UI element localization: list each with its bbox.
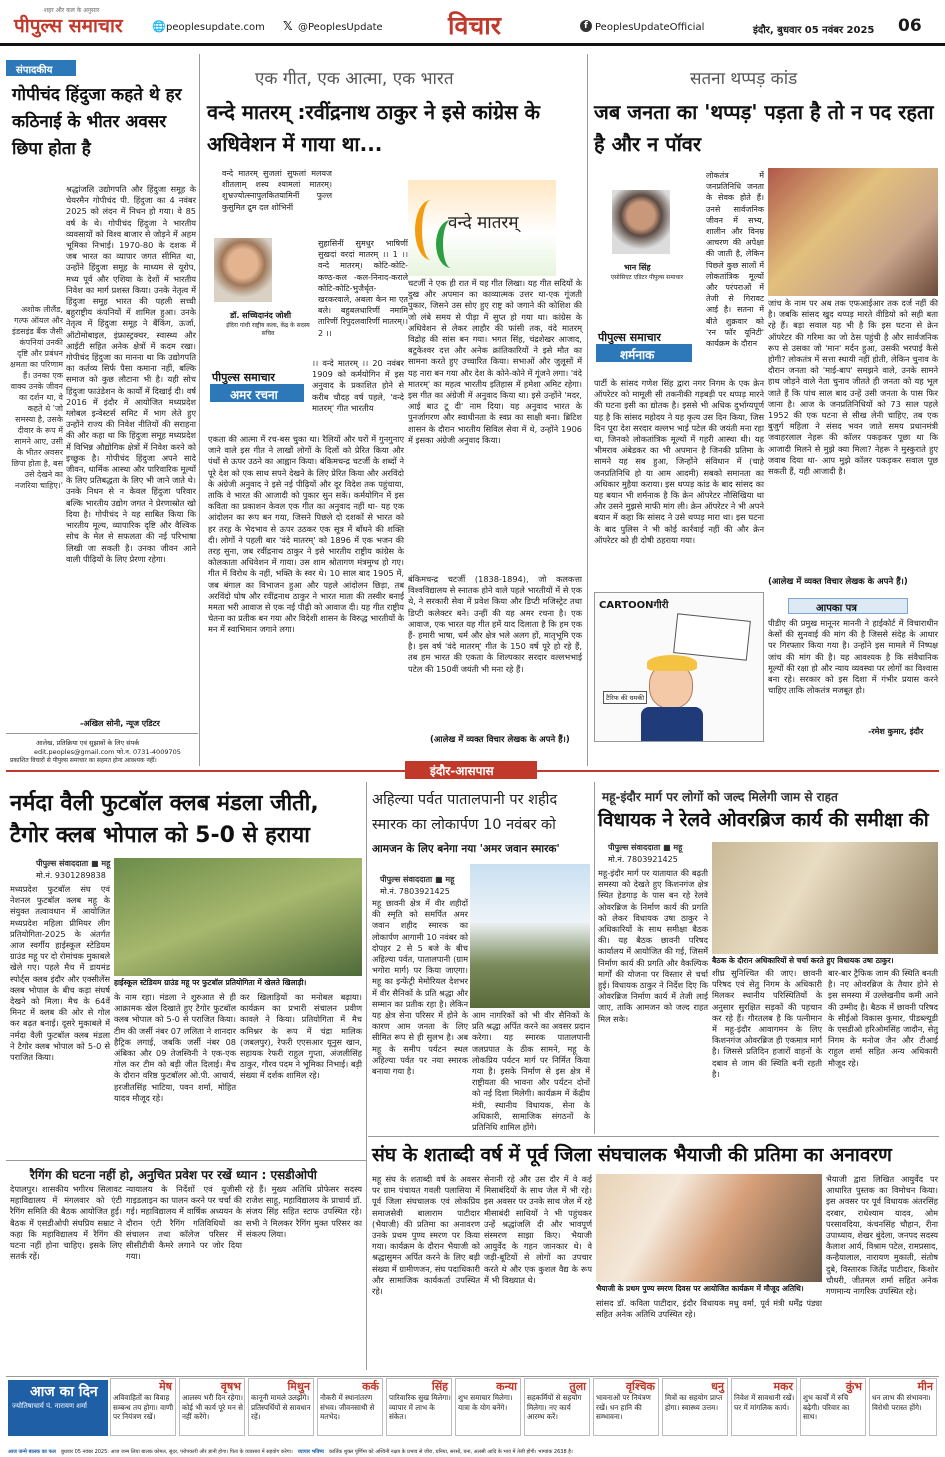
flyover-contact: मो.नं. 7803921425	[608, 855, 678, 864]
cartoon-label: CARTOONगीरी	[599, 600, 669, 611]
editorial-author: -अखिल सोनी, न्यूज एडिटर	[80, 719, 160, 728]
cartoon-caption: टैरिफ की धमकी	[603, 691, 647, 704]
editorial-body: श्रद्धांजलि उद्योगपति और हिंदुजा समूह के चेयरमैन गोपीचंद पी. हिंदुजा का 4 नवंबर 2025 को लंदन में निधन हो गया। वे 85 वर्ष के थे। गोपीचंद हिंदुजा ने भारतीय व्यवसायों को विश्व बाजार से जोड़ने में अहम भूमिका निभाई। 1970-80 के दशक में जब भारत का व्यापार जगत सीमित था, उन्होंने हिंदुजा समूह के माध्यम से यूरोप, मध्य पूर्व और एशिया के देशों में भारतीय निवेश का मार्ग प्रशस्त किया। उनके नेतृत्व में हिंदुजा समूह भारत की पहली सच्ची बहुराष्ट्रीय कंपनियों में शामिल हुआ। उनके नेतृत्व में हिंदुजा समूह ने बैंकिंग, ऊर्जा, ऑटोमोबाइल, इंफ्रास्ट्रक्चर, स्वास्थ्य और आईटी सहित अनेक क्षेत्रों में कदम रखा। गोपीचंद हिंदुजा का मानना था कि उद्योगपति का कर्तव्य सिर्फ पैसा कमाना नहीं, बल्कि समाज को कुछ लौटाना भी है। यही सोच हिंदुजा फाउंडेशन के कार्यों में दिखाई दी। वर्ष 2016 में इंदौर में आयोजित मध्यप्रदेश ग्लोबल इन्वेस्टर्स समिट में भाग लेते हुए उन्होंने राज्य की निवेश नीतियों की सराहना की और कहा था कि हिंदुजा समूह मध्यप्रदेश में विभिन्न औद्योगिक क्षेत्रों में निवेश करने को इच्छुक है। गोपीचंद हिंदुजा अपने सादे जीवन, धार्मिक आस्था और पारिवारिक मूल्यों के लिए प्रतिबद्धता के लिए भी जाने जाते थे। उनके निधन से न केवल हिंदुजा परिवार बल्कि भारतीय उद्योग जगत ने प्रेरणास्रोत खो दिया है। गोपीचंद ने यह साबित किया कि भारतीय मूल्य, व्यापारिक दृष्टि और वैश्विक सोच के मेल से सफलता की नई परिभाषा लिखी जा सकती है। उनका जीवन आने वाली पीढ़ियों के लिए प्रेरणा रहेगा।	[66, 184, 197, 564]
vande-section-label: अमर रचना	[230, 388, 278, 402]
football-divider	[366, 782, 367, 1158]
horoscope-grid	[110, 1378, 939, 1438]
sign-box-2	[248, 1378, 314, 1436]
birthday-title: आज जन्मे बालक का फल	[8, 1449, 56, 1455]
sangh-body2: सेनानी रहे और उस दौर में वे कई मिसाबंदियों के साथ जेल में भी रहे। इस अवसर पर उनके साथ जेल में रहे मीसाबंदी साथियों ने भी पहुंचकर उन्हें श्रद्धांजलि दी और भावपूर्ण संस्मरण साझा किए। भैयाजी आयुर्वेद के गहन जानकार थे। वे जड़ी-बूटियों से लोगों का उपचार करते थे और एक कुशल वैद्य के रूप में भी विख्यात थे।	[484, 1174, 592, 1285]
ragging-body3: रहे हैं। मुख्य अतिथि प्रोफेसर सदस्य राजेश साहू, महाविद्यालय के प्राचार्य डॉ. संजय सिंह सहित स्टाफ उपस्थित रहे। सभी ने मिलकर रैगिंग मुक्त परिसर का संकल्प लिया।	[246, 1184, 362, 1239]
flyover-kicker: महू-इंदौर मार्ग पर लोगों को जल्द मिलेगी जाम से राहत	[602, 790, 838, 804]
sign-box-5	[455, 1378, 521, 1436]
editorial-divider	[199, 54, 200, 766]
sign-box-9	[731, 1378, 797, 1436]
ragging-top-rule	[6, 1160, 366, 1161]
cartoon-sign	[673, 613, 751, 661]
ahilya-body: महू छावनी क्षेत्र में वीर शहीदों की स्मृति को समर्पित अमर जवान शहीद स्मारक का लोकार्पण आगामी 10 नवंबर को दोपहर 2 से 5 बजे के बीच अहिल्या पर्वत, पातालपानी (ग्राम भगोरा मार्ग) पर किया जाएगा। महू का इन्फेंट्री मेमोरियल देशभर में वीर सैनिकों के प्रति श्रद्धा और सम्मान का प्रतीक रहा है। लेकिन यह क्षेत्र सेना परिसर में होने के कारण आम जनता के लिए सीमित रूप से ही सुलभ है। अब महू के समीप पर्यटन स्थल अहिल्या पर्वत पर नया स्मारक बनाया गया है।	[372, 898, 468, 1077]
sign-6-name: तुला	[569, 1380, 586, 1393]
satna-portrait	[612, 190, 670, 254]
market-text: कार्तिक शुक्ल पूर्णिमा को अश्विनी नक्षत्र के प्रभाव से जीरा, धनिया, सरसों, चना, अलसी आदि के भाव में तेजी होगी। भाग्यांक 2638 है।	[329, 1449, 573, 1455]
ragging-body2: न्यायालय के निर्देशों एवं यूजीसी गाइडलाइन का पालन करने पर चर्चा की गई। महाविद्यालय में वार्षिक अध्ययन के दौरान एंटी रैगिंग गतिविधियों का संचालन तथा कॉलेज परिसर में सीसीटीवी कैमरे लगाने पर जोर दिया गया।	[126, 1184, 242, 1262]
brand-logo: पीपुल्स समाचार	[14, 15, 123, 37]
satna-col-intro: लोकतंत्र में जनप्रतिनिधि जनता के सेवक होते हैं। उनसे सार्वजनिक जीवन में सभ्य, शालीन और विनम्र आचरण की अपेक्षा की जाती है, लेकिन पिछले कुछ सालों में लोकतांत्रिक मूल्यों और परंपराओं में तेजी से गिरावट आई है। सतना में बीते शुक्रवार को 'रन फॉर यूनिटी' कार्यक्रम के दौरान	[706, 171, 764, 349]
satna-section-label: शर्मनाक	[620, 348, 655, 362]
sign-box-8	[662, 1378, 728, 1436]
editorial-footer-line2: edit.peoples@gmail.com फो.न. 0731-4009705	[34, 748, 181, 756]
vande-footer: (आलेख में व्यक्त विचार लेखक के अपने हैं।)	[430, 735, 570, 745]
sign-0-name: मेष	[159, 1380, 172, 1393]
x-icon: 𝕏	[283, 19, 293, 33]
sangh-footer: सांसद डॉ. कविता पाटीदार, इंदौर विधायक मधु वर्मा, पूर्व मंत्री धर्मेंद्र पंड्या सहित अनेक अतिथि उपस्थित रहे।	[596, 1298, 822, 1320]
sign-9-text: निवेश में सावधानी रखें। घर में मांगलिक कार्य।	[734, 1393, 795, 1412]
sign-5-text: शुभ समाचार मिलेगा। यात्रा के योग बनेंगे।	[458, 1393, 513, 1412]
sangh-body1: महू संघ के शताब्दी वर्ष के अवसर पर ग्राम पंचायत गवली पलासिया में पूर्व जिला संघचालक एवं लोकप्रिय समाजसेवी बालाराम पाटीदार (भैयाजी) की प्रतिमा का अनावरण उनके प्रथम पुण्य स्मरण पर किया गया। कार्यक्रम के दौरान भैयाजी को श्रद्धासुमन अर्पित करने के लिए बड़ी संख्या में ग्रामीणजन, संघ पदाधिकारी और सामाजिक कार्यकर्ता उपस्थित रहे।	[372, 1174, 480, 1297]
vande-col3: बंकिमचन्द्र चटर्जी (1838-1894), जो कलकत्ता विश्वविद्यालय से स्नातक होने वाले पहले भारतीयों में से एक थे, ने सरकारी सेवा में प्रवेश किया और डिप्टी मजिस्ट्रेट तथा डिप्टी कलेक्टर बने। उन्हीं की यह अमर रचना है। एक आवाज, एक भारत यह गीत हमें याद दिलाता है कि हम एक हैं- हमारी भाषा, धर्म और क्षेत्र भले अलग हों, मातृभूमि एक है। इस वर्ष 'वंदे मातरम्' गीत के 150 वर्ष पूरे हो रहे हैं, तब हम भारत की एकता के शिल्पकार सरदार वल्लभभाई पटेल की 150वीं जयंती भी मना रहे हैं।	[408, 574, 582, 674]
dateline: इंदौर, बुधवार 05 नवंबर 2025	[753, 25, 875, 36]
vande-col-intro: ।। वन्दे मातरम् ।। 20 नवंबर 1909 को कर्मयोगिन में इस अनुवाद के प्रकाशित होने से करीब चौदह वर्ष पहले, 'वन्दे मातरम्' गीत भारतीय	[312, 358, 404, 413]
vande-author-role: इंदिरा गांधी राष्ट्रीय कला, केंद्र के सदस्य सचिव	[226, 322, 310, 337]
horoscope-box-title: आज का दिन	[30, 1384, 98, 1400]
flyover-headline: विधायक ने रेलवे ओवरब्रिज कार्य की समीक्षा की	[598, 809, 929, 831]
sign-2-text: कानूनी मामले उलझेंगे। प्रतिस्पर्धियों से सावधान रहें।	[251, 1393, 311, 1421]
cartoon-figure-body	[641, 707, 703, 741]
local-section-label: इंदौर-आसपास	[430, 764, 494, 778]
sangh-top-rule	[368, 1136, 939, 1137]
sign-6-text: सहकर्मियों से सहयोग मिलेगा। नए कार्य आरम्भ करें।	[527, 1393, 582, 1421]
sign-10-name: कुंभ	[845, 1380, 862, 1393]
sangh-body3: भैयाजी द्वारा लिखित आयुर्वेद पर आधारित पुस्तक का विमोचन किया। इस अवसर पर पूर्व विधायक अंतरसिंह दरबार, राधेश्याम यादव, ओम परसावदिया, कंचनसिंह चौहान, रीना उपाध्याय, शेखर बुंदेला, जनपद सदस्य कैलाश आर्य, विश्राम पटेल, रामप्रसाद, कन्हैयालाल, नारायण मुकाती, संतोष दुबे, विस्तारक जितेंद्र पाटीदार, किशोर चौधरी, जीतमल शर्मा सहित अनेक गणमान्य नागरिक उपस्थित रहे।	[826, 1174, 938, 1297]
vande-divider	[587, 54, 588, 766]
letters-title: आपका पत्र	[816, 603, 857, 614]
vande-poem-left: वन्दे मातरम् सुजलां सुफलां मलयज शीतलाम् शस्य श्यामलां मातरम्। शुभ्रज्योत्स्नापुलकितयामिनीं फुल्ल कुसुमित द्रुम दल शोभिनीं	[222, 169, 332, 212]
vande-headline: वन्दे मातरम् :रवींद्रनाथ ठाकुर ने इसे कांग्रेस के अधिवेशन में गाया था...	[207, 100, 540, 156]
sign-8-text: मित्रों का सहयोग प्राप्त होगा। स्वास्थ्य उत्तम।	[665, 1393, 723, 1412]
football-photo	[114, 858, 362, 976]
satna-footer: (आलेख में व्यक्त विचार लेखक के अपने हैं।)	[768, 577, 908, 587]
sign-1-name: वृषभ	[220, 1380, 241, 1393]
sign-box-6	[524, 1378, 590, 1436]
ragging-body1: देपालपुर। शासकीय भगीरथ सिलावट महाविद्यालय में मंगलवार को एंटी रैगिंग समिति की बैठक आयोजित हुई। बैठक में एसडीओपी संघप्रिय सम्राट ने कहा कि महाविद्यालय में रैगिंग की घटना नहीं होना चाहिए। इसके लिए सतर्क रहें।	[10, 1184, 122, 1262]
sign-3-name: कर्क	[362, 1380, 379, 1393]
sangh-headline: संघ के शताब्दी वर्ष में पूर्व जिला संघचालक भैयाजी की प्रतिमा का अनावरण	[372, 1144, 892, 1166]
sign-11-name: मीन	[917, 1380, 933, 1393]
football-body2: के नाम रहा। मंडला ने शुरुआत से ही आक्रामक खेल दिखाते हुए टैगोर फुटबॉल क्लब भोपाल को 5-0 से पराजित किया। टीम की जर्सी नंबर 07 ललिता ने शानदार हैट्रिक लगाई, जबकि जर्सी नंबर 08 अंबिका और 09 तेजस्विनी ने एक-एक गोल कर टीम को बड़ी जीत दिलाई। मैच के दौरान वरिष्ठ फुटबॉलर ओ.पी. आचार्य, हरजीतसिंह भाटिया, पवन शर्मा, मोहित यादव मौजूद रहे।	[114, 992, 236, 1103]
ragging-divider	[366, 1136, 367, 1370]
vande-section-brand: पीपुल्स समाचार	[212, 371, 275, 384]
sign-box-7	[593, 1378, 659, 1436]
sign-box-4	[386, 1378, 452, 1436]
sign-box-11	[869, 1378, 937, 1436]
football-photo-caption: हाईस्कूल स्टेडियम ग्राउंड महू पर फुटबॉल प्रतियोगिता में खेलते खिलाड़ी।	[114, 978, 307, 987]
market-title: व्यापार भविष्य	[297, 1449, 324, 1455]
letters-author: -रमेश कुमार, इंदौर	[868, 727, 924, 736]
ahilya-contact: मो.नं. 7803921425	[380, 887, 450, 896]
sign-1-text: आलस्य भरी दिन रहेगा। कोई भी कार्य पूरे मन से नहीं करेंगे।	[182, 1393, 243, 1421]
satna-col1: पार्टी के सांसद गणेश सिंह द्वारा नगर निगम के एक क्रेन ऑपरेटर को मामूली सी तकनीकी गड़बड़ी पर थप्पड़ मारने की घटना इसी का द्योतक है। इससे भी अधिक दुर्भाग्यपूर्ण यह है कि सांसद महोदय ने यह कृत्य उस दिन किया, जिस दिन पूरा देश सरदार वल्लभ भाई पटेल की जयंती मना रहा था, जिनको लोकतांत्रिक मूल्यों में गहरी आस्था थी। यह भीमराव अंबेडकर का भी अपमान है जिनकी प्रतिमा के सामने यह सब हुआ, जिन्होंने संविधान में (चाहे जनप्रतिनिधि हो या आम आदमी) सबको समानता का अधिकार मुहैया कराया। इस थप्पड़ कांड के बाद सांसद का यह बयान भी शर्मनाक है कि क्रेन ऑपरेटर नौसिखिया था और उसने मुझसे माफी मांग ली। क्रेन ऑपरेटर ने भी अपने बयान में कहा कि सांसद ने उसे थप्पड़ मारा था। इस घटना के बाद पुलिस ने भी कोई कार्रवाई नहीं की और क्रेन ऑपरेटर को ही दोषी ठहराया गया।	[594, 378, 764, 545]
ahilya-divider	[594, 782, 595, 1134]
editorial-tag-label: संपादकीय	[16, 65, 53, 76]
brand-tagline: शहर और कल के अनुसार	[44, 7, 100, 14]
horoscope-band	[6, 1376, 939, 1377]
birthday-strip	[8, 1438, 939, 1455]
sangh-photo-caption: भैयाजी के प्रथम पुण्य स्मरण दिवस पर आयोजित कार्यक्रम में मौजूद अतिथि।	[596, 1284, 804, 1293]
flyover-photo	[712, 842, 938, 954]
sign-9-name: मकर	[773, 1380, 793, 1393]
satna-news-photo	[768, 168, 938, 296]
section-title: विचार	[448, 11, 501, 40]
vande-col1: एकता की आत्मा में रच-बस चुका था। रैलियों और घरों में गुनगुनाए जाने वाले इस गीत ने लाखों लोगों के दिलों को प्रेरित किया और पंथों से ऊपर उठने का आह्वान किया। बंकिमचन्द्र चटर्जी के शब्दों ने पूरे देश को एक साथ सपने देखने के लिए प्रेरित किया और अरविंदो के अंग्रेजी अनुवाद ने इसे नई पीढ़ियों और दूर विदेश तक पहुंचाया, ताकि वे भारत की आजादी को पुकार सुन सकें। कर्मयोगिन में इस कविता का प्रकाशन केवल एक गीत का अनुवाद नहीं था- यह एक आंदोलन का रूप बन गया, जिसने पिछले दो दशकों से भारत को हर तरह के भेदभाव से ऊपर उठकर एक सूत्र में बाँधने की शक्ति दी। लोगों ने पहली बार 'वंदे मातरम्' को 1896 में एक भजन की तरह सुना, जब रवींद्रनाथ ठाकुर ने इसे भारतीय राष्ट्रीय कांग्रेस के कोलकाता अधिवेशन में गाया। उस शाम श्रोतागण मंत्रमुग्ध हो गए। गीत में विरोध के नहीं, भक्ति के स्वर थे। 10 साल बाद 1905 में, जब बंगाल का विभाजन हुआ और पहले आंदोलन छिड़ा, तब अरविंदो घोष और रवींद्रनाथ ठाकुर ने भारत माता की तस्वीर बनाई ममता भरी आवाज से एक नई पीढ़ी को आवाज दी। यह गीत राष्ट्रीय चेतना का प्रतीक बन गया और विदेशी शासन के विरुद्ध भारतीयों के मन में स्वाभिमान जगाने लगा।	[208, 434, 404, 635]
satna-section-brand: पीपुल्स समाचार	[598, 331, 661, 344]
sangh-photo	[596, 1174, 822, 1282]
sign-0-text: अविवाहितों का विवाह सम्बन्ध तय होगा। वाणी पर नियंत्रण रखें।	[113, 1393, 174, 1421]
editorial-section	[6, 54, 198, 746]
flyover-photo-caption: बैठक के दौरान अधिकारियों से चर्चा करते हुए विधायक उषा ठाकुर।	[712, 956, 894, 965]
globe-icon: 🌐	[152, 20, 166, 33]
vande-author-name: डॉ. सच्चिदानंद जोशी	[230, 311, 292, 320]
vande-portrait	[214, 238, 272, 302]
vande-kicker: एक गीत, एक आत्मा, एक भारत	[255, 69, 454, 89]
flyover-body: महू-इंदौर मार्ग पर यातायात की बढ़ती समस्या को देखते हुए किशनगंज क्षेत्र स्थित हेडगाड़ के पास बन रहे रेलवे ओवरब्रिज के निर्माण कार्य की प्रगति को लेकर विधायक उषा ठाकुर ने अधिकारियों के साथ समीक्षा बैठक की। यह बैठक छावनी परिषद कार्यालय में आयोजित की गई, जिसमें निर्माण कार्य की प्रगति और वैकल्पिक मार्गों की योजना पर विस्तार से चर्चा हुई। विधायक ठाकुर ने निर्देश दिए कि ओवरब्रिज निर्माण कार्य में तेजी लाई जाए, ताकि आमजन को जल्द राहत मिल सके।	[598, 868, 708, 1024]
satna-headline: जब जनता का 'थप्पड़' पड़ता है तो न पद रहता है और न पॉवर	[594, 100, 934, 156]
sign-box-1	[179, 1378, 245, 1436]
letters-box	[768, 592, 938, 742]
sign-5-name: कन्या	[496, 1380, 517, 1393]
editorial-headline: गोपीचंद हिंदुजा कहते थे हर कठिनाई के भीतर अवसर छिपा होता है	[12, 85, 182, 159]
ahilya-photo	[470, 864, 590, 1008]
birthday-text: बुधवार 05 नवंबर 2025: आज जन्म लिया बालक कोमल, सुंदर, परोपकारी और ज्ञानी होगा। पिता के व्यवसाय में सहयोग करेगा।	[60, 1449, 293, 1455]
letters-body: पीडीए की प्रमुख मानूनर माननी ने हाईकोर्ट में विचाराधीन केसों की सुनवाई की मांग की है जिससे संदेह के आधार पर गिरफ्तार किया गया है। उन्होंने इस मामले में निष्पक्ष जांच की मांग की है। यह आवश्यक है कि संवैधानिक मूल्यों की रक्षा हो और न्याय व्यवस्था पर लोगों का विश्वास बना रहे। सरकार को इस दिशा में गंभीर प्रयास करने चाहिए ताकि लोकतंत्र मजबूत हो।	[768, 618, 938, 696]
football-body: मध्यप्रदेश फुटबॉल संघ एवं नेशनल फुटबॉल क्लब महू के संयुक्त तत्वावधान में आयोजित मध्यप्रदेश महिला प्रीमियर लीग प्रतियोगिता-2025 के अंतर्गत आज स्वर्गीय हाईस्कूल स्टेडियम ग्राउंड महू पर दो रोमांचक मुकाबले खेले गए। पहले मैच में डायमंड स्पोर्ट्स क्लब इंदौर और एक्सीलेंस क्लब भोपाल के बीच कड़ा संघर्ष देखने को मिला। मैच के 64वें मिनट में क्लब की ओर से गोल कर बढ़त बनाई। दूसरे मुकाबले में नर्मदा वैली फुटबॉल क्लब मंडला ने टैगोर क्लब भोपाल को 5-0 से पराजित किया।	[10, 884, 110, 1063]
sign-3-text: नौकरी में स्थानांतरण संभव। जीवनसाथी से मतभेद।	[320, 1393, 375, 1421]
ahilya-headline: अहिल्या पर्वत पातालपानी पर शहीद स्मारक का लोकार्पण 10 नवंबर को	[372, 792, 558, 833]
satna-author-role: एसोसिएट एडिटर पीपुल्स समाचार	[610, 274, 684, 281]
editorial-footer-line3: प्रकाशित विचारों से पीपुल्स समाचार का सहमत होना आवश्यक नहीं।	[10, 757, 157, 764]
facebook-icon: f	[580, 20, 592, 32]
sign-10-text: शुभ कार्यों में रुचि बढ़ेगी। परिवार का साथ।	[803, 1393, 850, 1421]
sign-8-name: धनु	[711, 1380, 724, 1393]
sign-7-name: वृश्चिक	[625, 1380, 655, 1393]
cartoon-box	[594, 592, 764, 742]
vande-poem-right: सुहासिनीं सुमधुर भाषिणीं सुखदां वरदां मातरम् ।। 1 ।। वन्दे मातरम्। कोटि-कोटि-कण्ठ-कल -कल-निनाद-कराले कोटि-कोटि-भुजैर्धृत-खरकरवाले, अबला केन मा एत बले। बहुबलधारिणीं नमामि तारिणीं रिपुदलवारिणीं मातरम्।। 2 ।।	[318, 239, 408, 338]
page-number: 06	[898, 16, 922, 36]
football-contact: मो.नं. 9301289838	[36, 871, 106, 880]
football-byline: पीपुल्स संवाददाता ■ महू	[36, 859, 111, 868]
editorial-footer	[6, 733, 198, 763]
football-headline: नर्मदा वैली फुटबॉल क्लब मंडला जीती, टैगोर क्लब भोपाल को 5-0 से हराया	[10, 791, 319, 848]
vande-logo-text: वन्दे मातरम्	[448, 213, 519, 233]
ahilya-body2: आम नागरिकों को भी वीर सैनिकों के प्रति श्रद्धा अर्पित करने का अवसर प्रदान करेगा। यह स्मारक पातालपानी जलप्रपात के ठीक सामने, महू के लोकप्रिय पर्यटन मार्ग पर निर्मित किया गया है। इसके निर्माण से इस क्षेत्र में राष्ट्रीयता की भावना और पर्यटन दोनों को नई दिशा मिलेगी। कार्यक्रम में केंद्रीय मंत्री, स्थानीय विधायक, सेना के अधिकारी, सामाजिक संगठनों के प्रतिनिधि शामिल होंगे।	[472, 1010, 590, 1133]
editorial-pull-quote: अशोक लीलैंड, गल्फ ऑयल और इंडसइंड बैंक जैसी कंपनियां उनकी दृष्टि और प्रबंधन क्षमता का परिणाम हैं। उनका एक वाक्य उनके जीवन का दर्शन था, वे कहते थे 'जो समस्या है, उसके दीवार के रूप में सामने आए, उसी के भीतर अवसर छिपा होता है, बस उसे देखने का नजरिया चाहिए।'	[10, 305, 63, 490]
ahilya-subhead: आमजन के लिए बनेगा नया 'अमर जवान स्मारक'	[372, 843, 560, 855]
satna-kicker: सतना थप्पड़ कांड	[690, 69, 798, 89]
flyover-body2: शीघ्र सुनिश्चित की जाए। छावनी परिषद एवं सेतु निगम के अधिकारी मिलकर स्थानीय परिस्थितियों के अनुसार सुरक्षित सड़कों की पहचान कर रहे हैं। गौरतलब है कि पत्नीमान में महू-इंदौर आवागमन के लिए किशनगंज ओवरब्रिज ही एकमात्र मार्ग है। जिससे प्रतिदिन हजारों वाहनों के दबाव से जाम की स्थिति बनी रहती है।	[712, 968, 822, 1079]
facebook-handle[interactable]: PeoplesUpdateOfficial	[595, 22, 705, 33]
horoscope-box-sub: ज्योतिषाचार्य पं. नारायण शर्मा	[12, 1402, 87, 1410]
ragging-headline: रैगिंग की घटना नहीं हो, अनुचित प्रवेश पर रखें ध्यान : एसडीओपी	[30, 1168, 317, 1182]
vande-col2: चटर्जी ने एक ही रात में यह गीत लिखा। यह गीत सदियों के दुख और अपमान का काव्यात्मक उत्तर था-एक गूंजती पुकार, जिसने उस सोए हुए राष्ट्र को जगाने की कोशिश की जो लंबे समय से पीड़ा में सुप्त हो गया था। कांग्रेस के अधिवेशन से लेकर लाहौर की फांसी तक, वंदे मातरम् विद्रोह की सांस बन गया। भगत सिंह, चंद्रशेखर आजाद, बटुकेश्वर दत्त और अनेक क्रांतिकारियों ने इसे मौत का सामना करते हुए उच्चारित किया। सभाओं और जुलूसों में यह नारा बन गया और देश के कोने-कोने में गूंजने लगा। 'वंदे मातरम्' का महत्व भारतीय इतिहास में हमेशा अमिट रहेगा। इस गीत का अंग्रेजी में अनुवाद किया था। इसे उन्होंने 'मदर, आई बाउ टू दी' नाम दिया। यह अनुवाद भारत के पुनर्जागरण और स्वाधीनता के स्वप्न का साक्षी बना। ब्रिटिश शासन के दौरान भारतीय सिविल सेवा में थे, उन्होंने 1906 में इसका अंग्रेजी अनुवाद किया।	[408, 278, 583, 445]
sign-box-3	[317, 1378, 383, 1436]
flyover-body3: बार-बार ट्रैफिक जाम की स्थिति बनती है। नए ओवरब्रिज के तैयार होने से इस समस्या में उल्लेखनीय कमी आने की उम्मीद है। बैठक में छावनी परिषद के सीईओ विकास कुमार, पीडब्ल्यूडी के एसडीओ हरिओमसिंह जादौन, सेतु निगम के मनोज जैन और टीआई राहुल शर्मा सहित अन्य अधिकारी मौजूद रहे।	[828, 968, 938, 1068]
sign-11-text: धन लाभ की संभावना। विरोधी परास्त होंगे।	[872, 1393, 931, 1412]
sign-4-name: सिंह	[431, 1380, 448, 1393]
website-link[interactable]: peoplesupdate.com	[166, 22, 265, 33]
cartoon-figure-hair	[647, 655, 697, 671]
sign-2-name: मिथुन	[287, 1380, 310, 1393]
sign-7-text: भावनाओं पर नियंत्रण रखें। धन हानि की सम्भावना।	[596, 1393, 651, 1421]
football-body3: कर खिलाड़ियों का मनोबल बढ़ाया। कार्यक्रम का प्रभारी संचालन प्रवीण कावले ने किया। प्रतियोगिता में मैच कमिश्नर के रूप में चंद्रा मालिक (जबलपुर), रेफरी एएसआर यूनुस खान, सहायक रेफरी राहुल गुप्ता, अंजलीसिंह ठाकुर, गौरव पदम ने भूमिका निभाई। बड़ी संख्या में दर्शक शामिल रहे।	[240, 992, 362, 1081]
satna-col2: जांच के नाम पर अब तक एफआईआर तक दर्ज नहीं की है। जबकि सांसद खुद थप्पड़ मारते वीडियो को सही बता रहे हैं। बड़ा सवाल यह भी है कि इस घटना से क्रेन ऑपरेटर की गरिमा का जो ठेस पहुंची है और सार्वजनिक रूप से उसका जो 'मान' मर्दन हुआ, उसकी भरपाई कैसे होगी? लोकतंत्र में सत्ता स्थायी नहीं होती, लेकिन चुनाव के दौरान जनता को 'माई-बाप' समझने वाले, उनके सामने हाथ जोड़ने वाले नेता चुनाव जीतते ही जनता को यह भूल जाते हैं कि पांच साल बाद उन्हें उसी जनता के पास फिर जाना है। आज के जनप्रतिनिधियों को 73 साल पहले 1952 की एक घटना से सीख लेनी चाहिए, तब एक बुजुर्ग महिला ने संसद भवन जाते समय प्रधानमंत्री जवाहरलाल नेहरू की कॉलर पकड़कर पूछा था कि आजादी मिलने से मुझे क्या मिला? नेहरू ने मुस्कुराते हुए जवाब दिया था- आप मुझे कॉलर पकड़कर सवाल पूछ सकती हैं, यही आजादी है।	[768, 298, 938, 477]
sign-box-0	[110, 1378, 176, 1436]
sign-box-10	[800, 1378, 866, 1436]
masthead	[0, 0, 945, 46]
editorial-footer-line1: आलेख, प्रतिक्रिया एवं सुझावों के लिए संपर्क	[36, 739, 140, 747]
sign-4-text: पारिवारिक सुख मिलेगा। व्यापार में लाभ के संकेत।	[389, 1393, 451, 1421]
satna-author-name: भान सिंह	[624, 263, 651, 272]
x-handle[interactable]: @PeoplesUpdate	[298, 22, 383, 33]
ahilya-byline: पीपुल्स संवाददाता ■ महू	[380, 875, 455, 884]
flyover-byline: पीपुल्स संवाददाता ■ महू	[608, 843, 683, 852]
